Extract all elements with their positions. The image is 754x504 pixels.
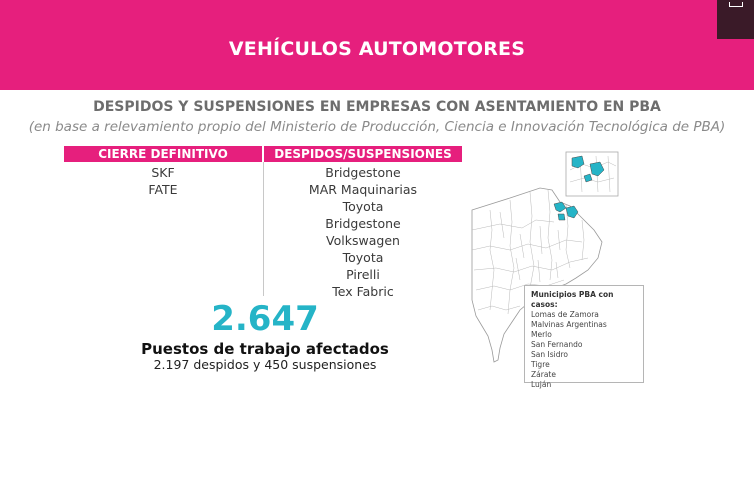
page-title: VEHÍCULOS AUTOMOTORES xyxy=(228,38,526,60)
map-legend xyxy=(524,285,644,389)
legend-item: Lomas de Zamora xyxy=(531,310,599,319)
list-item: FATE xyxy=(148,182,178,197)
corner-button[interactable] xyxy=(717,0,754,39)
column-header-cierre: CIERRE DEFINITIVO xyxy=(64,146,262,162)
legend-item: San Fernando xyxy=(531,340,583,349)
list-item: SKF xyxy=(151,165,175,180)
despidos-list xyxy=(264,164,462,300)
source-note: (en base a relevamiento propio del Ministerio de Producción, Ciencia e Innovación Tecnológica de PBA) xyxy=(28,119,726,135)
list-item: Volkswagen xyxy=(326,233,400,248)
total-jobs-detail: 2.197 despidos y 450 suspensiones xyxy=(153,357,377,372)
cierre-list xyxy=(64,164,262,198)
legend-item: Zárate xyxy=(531,370,556,379)
header-banner xyxy=(0,0,754,90)
column-header-despidos: DESPIDOS/SUSPENSIONES xyxy=(264,146,462,162)
legend-title: Municipios PBA con casos: xyxy=(531,290,614,309)
minimize-icon xyxy=(729,2,743,7)
legend-item: Tigre xyxy=(531,360,550,369)
list-item: Toyota xyxy=(342,199,384,214)
list-item: Tex Fabric xyxy=(332,284,394,299)
section-subtitle: DESPIDOS Y SUSPENSIONES EN EMPRESAS CON ASENTAMIENTO EN PBA xyxy=(93,99,661,115)
legend-item: Luján xyxy=(531,380,552,389)
list-item: Pirelli xyxy=(346,267,380,282)
list-item: Bridgestone xyxy=(325,165,401,180)
total-jobs-number: 2.647 xyxy=(211,299,319,339)
list-item: Bridgestone xyxy=(325,216,401,231)
highlight-lujan xyxy=(558,214,565,220)
legend-item: Malvinas Argentinas xyxy=(531,320,607,329)
legend-item: San Isidro xyxy=(531,350,568,359)
legend-list xyxy=(531,310,637,390)
total-jobs-label: Puestos de trabajo afectados xyxy=(141,340,389,358)
list-item: Toyota xyxy=(342,250,384,265)
legend-item: Merlo xyxy=(531,330,552,339)
list-item: MAR Maquinarias xyxy=(308,182,418,197)
